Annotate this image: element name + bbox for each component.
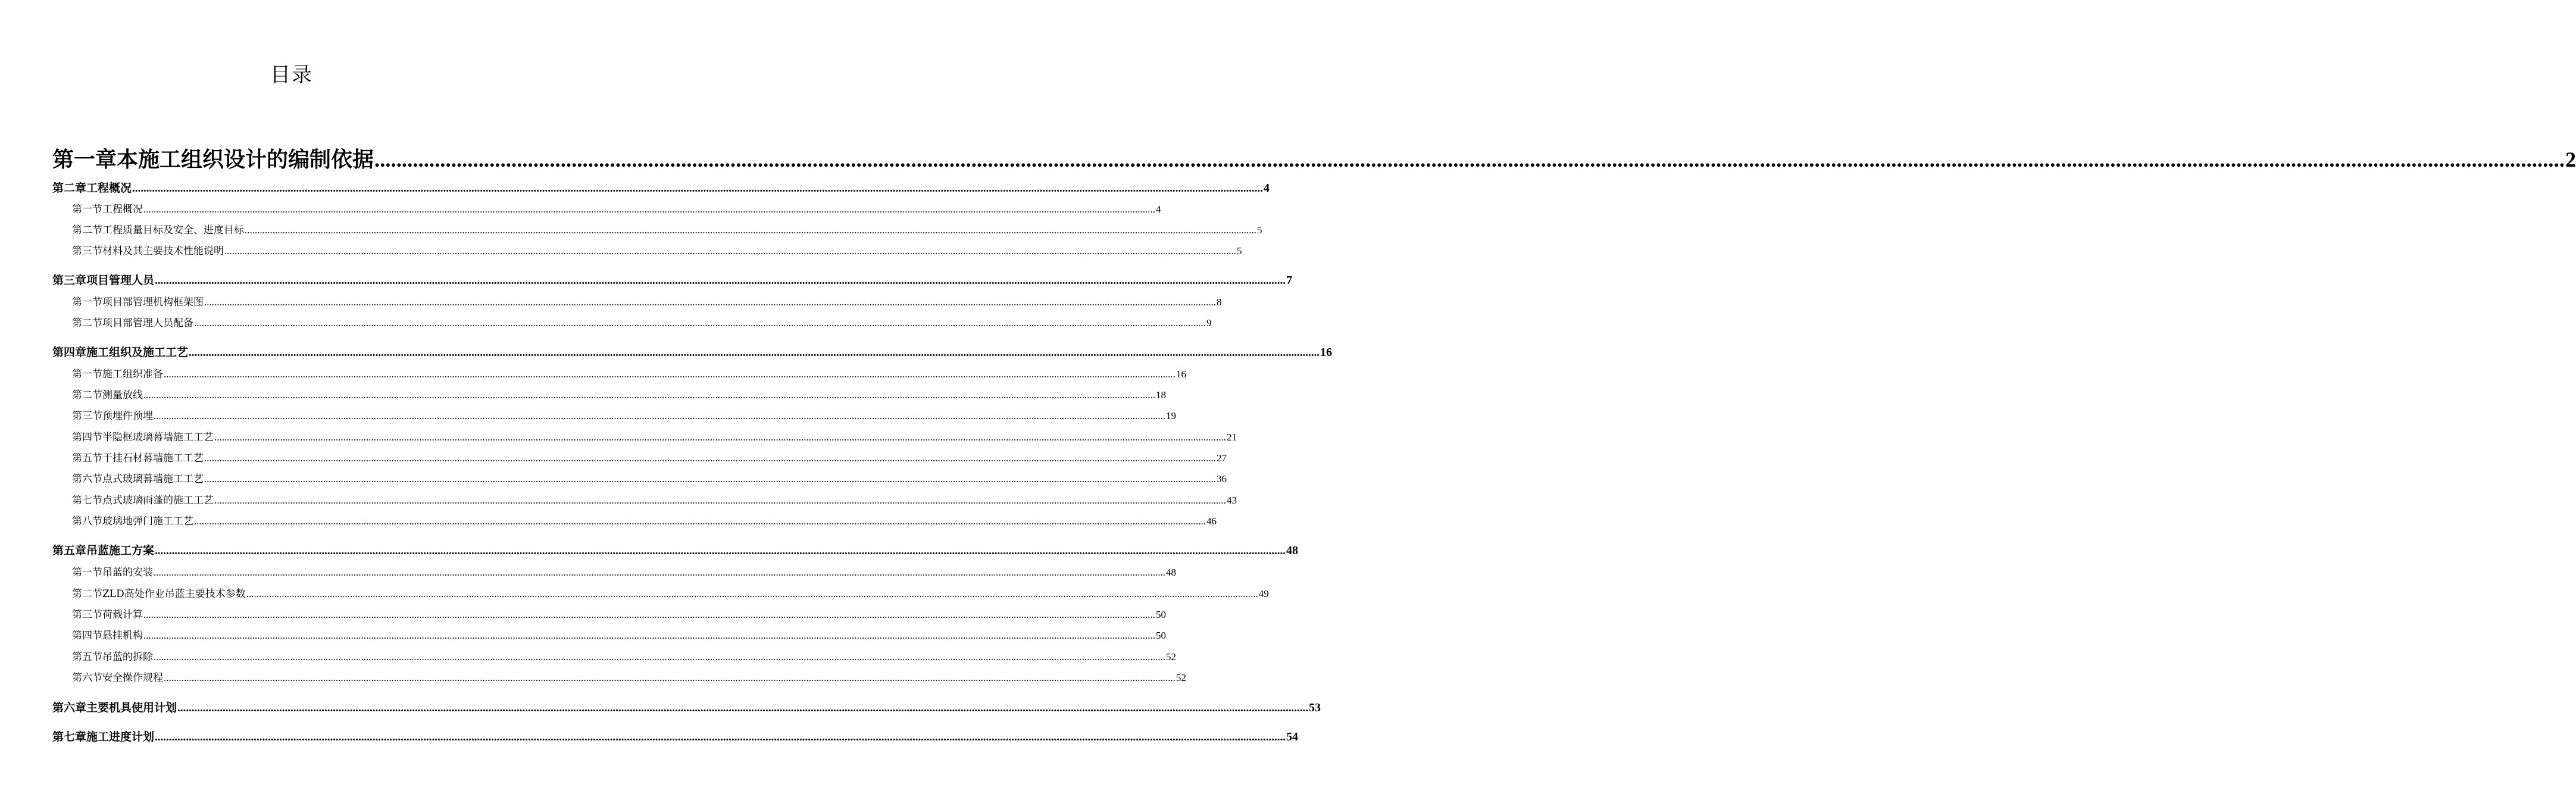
section-number: 第六节 bbox=[72, 672, 102, 684]
chapter-page: 7 bbox=[1286, 274, 1293, 287]
toc-chapter[interactable] bbox=[52, 699, 1321, 715]
section-title: 安全操作规程 bbox=[102, 672, 163, 684]
section-title: 悬挂机构 bbox=[102, 630, 143, 642]
toc-section[interactable] bbox=[72, 293, 1222, 309]
section-number: 第一节 bbox=[72, 296, 102, 308]
dot-leader: ................................................................................................................................................................................................................................................................................................................................................................................................................ bbox=[143, 630, 1155, 641]
section-page: 43 bbox=[1227, 495, 1237, 506]
dot-leader: ................................................................................................................................................................................................................................................................................................................................................................................................................ bbox=[164, 672, 1176, 683]
section-page: 18 bbox=[1156, 389, 1166, 401]
dot-leader: ................................................................................................................................................................................................................................................................................................................................................................................................................ bbox=[155, 545, 1286, 557]
dot-leader: ................................................................................................................................................................................................................................................................................................................................................................................................................ bbox=[143, 609, 1155, 620]
section-title: 测量放线 bbox=[102, 389, 143, 401]
toc-section[interactable] bbox=[72, 669, 1186, 685]
chapter-title: 主要机具使用计划 bbox=[86, 701, 177, 714]
dot-leader: ................................................................................................................................................................................................................................................................................................................................................................................................................ bbox=[177, 702, 1309, 714]
page-title: 目录 bbox=[270, 63, 313, 87]
dot-leader: ................................................................................................................................................................................................................................................................................................................................................................................................................ bbox=[155, 731, 1286, 743]
section-number: 第三节 bbox=[72, 609, 102, 621]
section-title: 项目部管理机构框架图 bbox=[102, 296, 204, 308]
chapter-title: 施工组织及施工工艺 bbox=[86, 346, 189, 359]
toc-section[interactable] bbox=[72, 492, 1237, 507]
section-page: 50 bbox=[1156, 609, 1166, 620]
dot-leader: ................................................................................................................................................................................................................................................................................................................................................................................................................ bbox=[204, 296, 1216, 308]
section-page: 4 bbox=[1156, 204, 1161, 215]
section-title: ZLD高处作业吊蓝主要技术参数 bbox=[102, 588, 246, 600]
chapter-title: 工程概况 bbox=[86, 182, 132, 195]
dot-leader: ................................................................................................................................................................................................................................................................................................................................................................................................................ bbox=[246, 588, 1258, 599]
dot-leader: ................................................................................................................................................................................................................................................................................................................................................................................................................ bbox=[245, 224, 1256, 236]
chapter-title: 施工进度计划 bbox=[86, 730, 155, 743]
toc-main-heading[interactable] bbox=[52, 143, 2576, 173]
toc-section[interactable] bbox=[72, 242, 1242, 258]
chapter-number: 第六章 bbox=[52, 701, 87, 714]
chapter-number: 第五章 bbox=[52, 544, 87, 557]
chapter-number: 第三章 bbox=[52, 274, 87, 287]
dot-leader: ................................................................................................................................................................................................................................................................................................................................................................................................................ bbox=[155, 274, 1286, 287]
section-page: 48 bbox=[1166, 567, 1176, 578]
chapter-page: 54 bbox=[1286, 730, 1299, 743]
toc-section[interactable] bbox=[72, 606, 1166, 621]
section-title: 玻璃地弹门施工工艺 bbox=[102, 515, 193, 527]
toc-section[interactable] bbox=[72, 585, 1269, 601]
section-title: 荷载计算 bbox=[102, 609, 143, 621]
chapter-page: 48 bbox=[1286, 544, 1299, 557]
toc-section[interactable] bbox=[72, 314, 1212, 330]
toc-section[interactable] bbox=[72, 386, 1166, 402]
chapter-number: 第七章 bbox=[52, 730, 87, 743]
toc-section[interactable] bbox=[72, 648, 1176, 664]
chapter-number: 第二章 bbox=[52, 182, 87, 195]
section-title: 点式玻璃幕墙施工工艺 bbox=[102, 473, 204, 485]
section-number: 第一节 bbox=[72, 204, 102, 215]
section-page: 27 bbox=[1217, 452, 1227, 464]
dot-leader: ................................................................................................................................................................................................................................................................................................................................................................................................................ bbox=[189, 346, 1320, 359]
dot-leader: ................................................................................................................................................................................................................................................................................................................................................................................................................ bbox=[143, 204, 1155, 215]
section-page: 49 bbox=[1258, 588, 1269, 599]
toc-section[interactable] bbox=[72, 365, 1186, 381]
section-page: 16 bbox=[1176, 368, 1186, 380]
dot-leader: ................................................................................................................................................................................................................................................................................................................................................................................................................ bbox=[132, 182, 1264, 195]
dot-leader: ................................................................................................................................................................................................................................................................................................................................................................................................................ bbox=[154, 651, 1165, 662]
dot-leader: ................................................................................................................................................................................................................................................................................................................................................................................................................ bbox=[143, 389, 1155, 401]
dot-leader: ................................................................................................................................................................................................................................................................................................................................................................................................................ bbox=[374, 148, 2565, 171]
section-page: 52 bbox=[1166, 651, 1176, 662]
toc-section[interactable] bbox=[72, 512, 1217, 528]
toc-section[interactable] bbox=[72, 221, 1262, 237]
toc-chapter[interactable] bbox=[52, 343, 1333, 360]
dot-leader: ................................................................................................................................................................................................................................................................................................................................................................................................................ bbox=[204, 473, 1216, 485]
section-title: 点式玻璃雨蓬的施工工艺 bbox=[102, 495, 214, 507]
section-title: 半隐框玻璃幕墙施工工艺 bbox=[102, 432, 214, 443]
dot-leader: ................................................................................................................................................................................................................................................................................................................................................................................................................ bbox=[154, 410, 1165, 421]
dot-leader: ................................................................................................................................................................................................................................................................................................................................................................................................................ bbox=[194, 317, 1206, 329]
section-page: 52 bbox=[1176, 672, 1186, 683]
toc-chapter[interactable] bbox=[52, 179, 1270, 196]
section-number: 第三节 bbox=[72, 410, 102, 422]
section-number: 第二节 bbox=[72, 317, 102, 329]
section-number: 第二节 bbox=[72, 389, 102, 401]
dot-leader: ................................................................................................................................................................................................................................................................................................................................................................................................................ bbox=[154, 567, 1165, 578]
section-title: 吊蓝的安装 bbox=[102, 567, 153, 579]
section-number: 第三节 bbox=[72, 245, 102, 257]
dot-leader: ................................................................................................................................................................................................................................................................................................................................................................................................................ bbox=[164, 368, 1176, 380]
toc-section[interactable] bbox=[72, 407, 1176, 423]
toc-section[interactable] bbox=[72, 449, 1227, 465]
section-number: 第七节 bbox=[72, 495, 102, 507]
section-number: 第二节 bbox=[72, 588, 102, 600]
section-page: 5 bbox=[1257, 224, 1262, 236]
section-page: 8 bbox=[1217, 296, 1222, 308]
dot-leader: ................................................................................................................................................................................................................................................................................................................................................................................................................ bbox=[224, 245, 1236, 257]
section-title: 工程概况 bbox=[102, 204, 143, 215]
section-page: 50 bbox=[1156, 630, 1166, 641]
section-number: 第一节 bbox=[72, 567, 102, 579]
toc-chapter[interactable] bbox=[52, 542, 1299, 558]
section-number: 第六节 bbox=[72, 473, 102, 485]
toc-section[interactable] bbox=[72, 429, 1237, 444]
section-page: 5 bbox=[1237, 245, 1242, 257]
section-number: 第五节 bbox=[72, 651, 102, 663]
toc-chapter[interactable] bbox=[52, 271, 1293, 288]
chapter-title: 吊蓝施工方案 bbox=[86, 544, 155, 557]
toc-section[interactable] bbox=[72, 470, 1227, 486]
section-page: 9 bbox=[1206, 317, 1212, 329]
toc-chapter[interactable] bbox=[52, 728, 1299, 745]
main-heading-number: 第一章 bbox=[52, 148, 117, 172]
section-page: 46 bbox=[1206, 515, 1217, 527]
section-number: 第四节 bbox=[72, 630, 102, 642]
toc-section[interactable] bbox=[72, 201, 1161, 216]
section-page: 36 bbox=[1217, 473, 1227, 485]
dot-leader: ................................................................................................................................................................................................................................................................................................................................................................................................................ bbox=[214, 495, 1226, 506]
main-heading-page: 2 bbox=[2565, 148, 2576, 171]
section-title: 工程质量目标及安全、进度目标 bbox=[102, 224, 244, 236]
chapter-page: 16 bbox=[1320, 346, 1333, 359]
toc-section[interactable] bbox=[72, 564, 1176, 579]
section-page: 19 bbox=[1166, 410, 1176, 421]
main-heading-title: 本施工组织设计的编制依据 bbox=[117, 148, 374, 172]
dot-leader: ................................................................................................................................................................................................................................................................................................................................................................................................................ bbox=[214, 432, 1226, 443]
section-title: 预埋件预埋 bbox=[102, 410, 153, 422]
section-title: 材料及其主要技术性能说明 bbox=[102, 245, 224, 257]
dot-leader: ................................................................................................................................................................................................................................................................................................................................................................................................................ bbox=[204, 452, 1216, 464]
dot-leader: ................................................................................................................................................................................................................................................................................................................................................................................................................ bbox=[194, 515, 1206, 527]
chapter-page: 4 bbox=[1264, 182, 1270, 195]
section-title: 干挂石材幕墙施工工艺 bbox=[102, 452, 204, 464]
section-number: 第五节 bbox=[72, 452, 102, 464]
section-page: 21 bbox=[1227, 432, 1237, 443]
section-number: 第四节 bbox=[72, 432, 102, 443]
section-number: 第八节 bbox=[72, 515, 102, 527]
section-title: 项目部管理人员配备 bbox=[102, 317, 193, 329]
chapter-title: 项目管理人员 bbox=[86, 274, 155, 287]
section-title: 吊蓝的拆除 bbox=[102, 651, 153, 663]
toc-section[interactable] bbox=[72, 627, 1166, 642]
section-number: 第二节 bbox=[72, 224, 102, 236]
chapter-number: 第四章 bbox=[52, 346, 87, 359]
section-title: 施工组织准备 bbox=[102, 368, 163, 380]
section-number: 第一节 bbox=[72, 368, 102, 380]
chapter-page: 53 bbox=[1309, 701, 1321, 714]
